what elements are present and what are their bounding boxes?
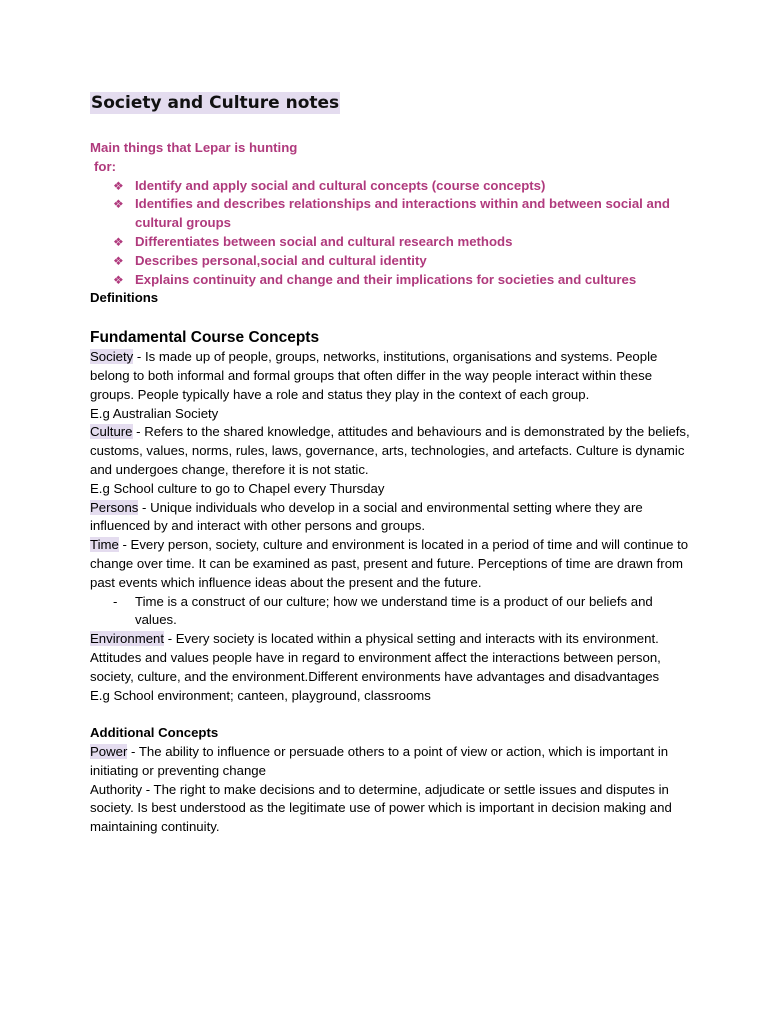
culture-def-text: - Refers to the shared knowledge, attitudes and behaviours and is demonstrated by the beliefs, customs, values, norms, rules, laws, governance, arts, technologies, and artefacts. Culture is dynamic and undergoes change, therefore it is not static. (90, 424, 690, 477)
list-item-text: Identify and apply social and cultural concepts (course concepts) (135, 177, 546, 193)
hunting-intro (90, 139, 690, 177)
time-subpoints (90, 593, 690, 631)
diamond-bullet-icon: ❖ (113, 197, 124, 212)
list-item-text: Explains continuity and change and their implications for societies and cultures (135, 271, 637, 287)
society-definition (90, 348, 690, 404)
persons-term: Persons (90, 499, 139, 515)
power-definition (90, 743, 690, 781)
environment-term: Environment (90, 631, 165, 647)
additional-concepts-heading: Additional Concepts (90, 725, 219, 741)
page-title: Society and Culture notes (91, 93, 340, 113)
diamond-bullet-icon: ❖ (113, 272, 124, 287)
list-item (113, 271, 690, 290)
environment-definition (90, 630, 690, 686)
society-example: E.g Australian Society (90, 405, 219, 421)
culture-definition (90, 423, 690, 479)
list-item (113, 177, 690, 196)
hunting-section (90, 139, 690, 289)
diamond-bullet-icon: ❖ (113, 178, 124, 193)
document-content (90, 92, 690, 837)
definitions-heading: Definitions (90, 290, 159, 306)
additional-concepts-body (90, 743, 690, 837)
power-term: Power (90, 743, 128, 759)
list-item (113, 233, 690, 252)
hunting-intro-line1: Main things that Lepar is hunting (90, 140, 298, 155)
list-item (113, 252, 690, 271)
hunting-intro-line2: for: (94, 158, 116, 174)
time-term: Time (90, 537, 119, 553)
persons-definition (90, 499, 690, 537)
diamond-bullet-icon: ❖ (113, 234, 124, 249)
list-item (113, 593, 690, 631)
list-item-text: Describes personal,social and cultural identity (135, 252, 427, 268)
environment-example: E.g School environment; canteen, playground, classrooms (90, 687, 431, 703)
time-definition (90, 536, 690, 592)
time-subpoint-text: Time is a construct of our culture; how we understand time is a product of our beliefs and values. (135, 593, 653, 628)
list-item (113, 195, 690, 233)
list-item-text: Differentiates between social and cultural research methods (135, 233, 513, 249)
culture-term: Culture (90, 424, 133, 440)
dash-bullet-icon: - (113, 593, 118, 609)
fundamental-concepts-heading: Fundamental Course Concepts (90, 329, 320, 347)
culture-example: E.g School culture to go to Chapel every Thursday (90, 480, 385, 496)
power-def-text: - The ability to influence or persuade others to a point of view or action, which is important in initiating or preventing change (90, 743, 669, 778)
list-item-text: Identifies and describes relationships and interactions within and between social and cultural groups (135, 196, 670, 231)
persons-def-text: - Unique individuals who develop in a social and environmental setting where they are influenced by and interact with other persons and groups. (90, 499, 643, 534)
society-term: Society (90, 349, 134, 365)
time-def-text: - Every person, society, culture and environment is located in a period of time and will continue to change over time. It can be examined as past, present and future. Perceptions of time are drawn from past events which influence ideas about the present and the future. (90, 537, 689, 590)
diamond-bullet-icon: ❖ (113, 253, 124, 268)
authority-definition: Authority - The right to make decisions and to determine, adjudicate or settle issues and disputes in society. Is best understood as the legitimate use of power which is important in decision making and maintaining continuity. (90, 781, 672, 835)
environment-def-text: - Every society is located within a physical setting and interacts with its environment. Attitudes and values people have in regard to environment affect the interactions between person, society, culture, and the environment.Different environments have advantages and disadvantages (90, 631, 661, 684)
fundamental-concepts-body (90, 348, 690, 705)
hunting-list (90, 177, 690, 290)
society-def-text: - Is made up of people, groups, networks, institutions, organisations and systems. People belong to both informal and formal groups that often differ in the way people interact within these groups. People typically have a role and status they play in the context of each group. (90, 349, 658, 402)
